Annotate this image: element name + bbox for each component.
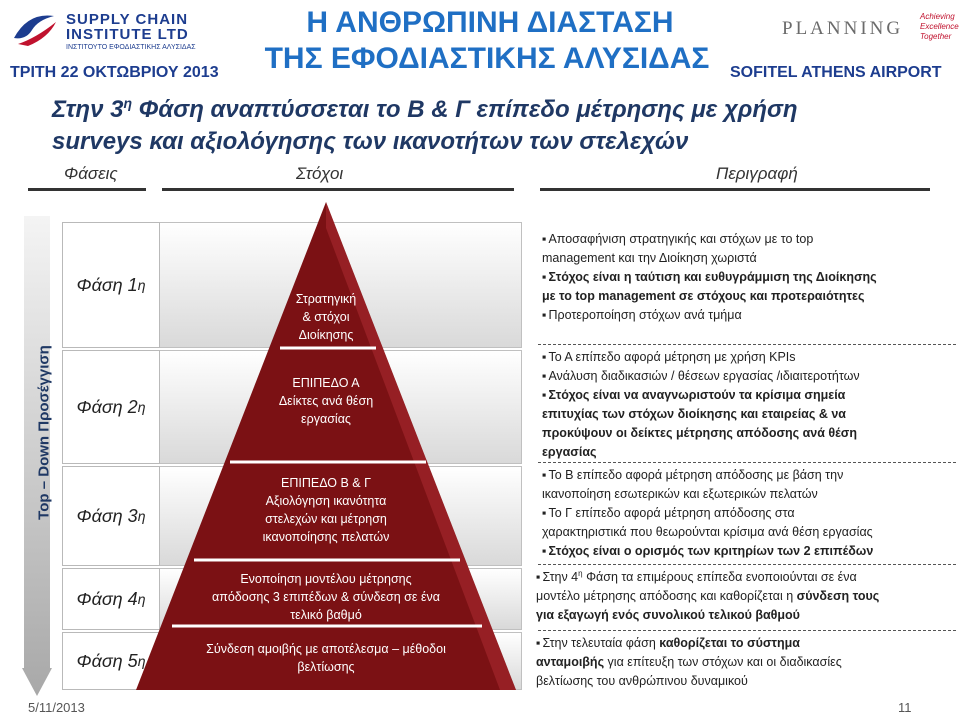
desc-4-line1 — [536, 568, 960, 587]
phase-5: Φάση 5 η — [62, 632, 160, 690]
event-date: ΤΡΙΤΗ 22 ΟΚΤΩΒΡΙΟΥ 2013 — [10, 64, 219, 81]
description-divider-4 — [538, 630, 956, 631]
description-phase-3 — [542, 466, 960, 561]
pyramid-l1-line2: & στόχοι — [302, 310, 350, 324]
desc-2-line5: προκύψουν οι δείκτες μέτρησης απόδοσης ανά θέση — [542, 426, 857, 440]
desc-1-line2: management και την Διοίκηση χωριστά — [542, 251, 757, 265]
column-header-phases: Φάσεις — [64, 164, 118, 183]
desc-5-line2 — [536, 653, 960, 672]
slide-title-line1 — [52, 94, 932, 126]
pyramid-l5-line1: Σύνδεση αμοιβής με αποτέλεσμα – μέθοδοι — [206, 642, 446, 656]
event-title-line2: ΤΗΣ ΕΦΟΔΙΑΣΤΙΚΗΣ ΑΛΥΣΙΔΑΣ — [264, 42, 710, 75]
header-banner — [0, 0, 960, 88]
phase-3-label: Φάση 3 — [76, 505, 138, 526]
pyramid-l4-line3: τελικό βαθμό — [290, 608, 362, 622]
phase-1: Φάση 1 η — [62, 222, 160, 348]
org-subtitle: ΙΝΣΤΙΤΟΥΤΟ ΕΦΟΔΙΑΣΤΙΚΗΣ ΑΛΥΣΙΔΑΣ — [66, 44, 196, 51]
top-down-approach-label: Top – Down Προσέγγιση — [35, 345, 53, 520]
desc-3-line2: ικανοποίηση εσωτερικών και εξωτερικών πελατών — [542, 487, 818, 501]
desc-4-part-a: Στην 4 — [542, 570, 579, 584]
description-phase-2 — [542, 348, 960, 462]
planning-logo — [782, 10, 957, 50]
planning-wordmark: PLANNING — [782, 18, 904, 39]
desc-4-line2 — [536, 587, 960, 606]
pyramid-l2-line2: Δείκτες ανά θέση — [278, 394, 374, 408]
pyramid-l1-line3: Διοίκησης — [298, 328, 354, 342]
supply-chain-institute-logo — [8, 8, 228, 60]
description-phase-5 — [536, 634, 960, 691]
pyramid-level-2 — [230, 374, 422, 428]
desc-3-line1: ▪ Το Β επίπεδο αφορά μέτρηση απόδοσης με βάση την — [542, 466, 960, 485]
planning-tag-3: Together — [920, 32, 952, 41]
phase-1-label: Φάση 1 — [76, 274, 138, 295]
description-phase-4 — [536, 568, 960, 625]
description-phase-1 — [542, 230, 960, 325]
slide-title-line2: surveys και αξιολόγησης των ικανοτήτων των στελεχών — [52, 128, 689, 155]
pyramid-level-4 — [176, 570, 476, 624]
desc-4-line3: για εξαγωγή ενός συνολικού τελικού βαθμού — [536, 608, 800, 622]
pyramid-level-1 — [250, 290, 402, 344]
phase-4: Φάση 4 η — [62, 568, 160, 630]
pyramid-level-5 — [160, 640, 492, 676]
description-divider-2 — [538, 462, 956, 463]
desc-5-line1-a: Στην τελευταία φάση — [542, 636, 660, 650]
column-header-goals: Στόχοι — [296, 164, 344, 183]
pyramid-l3-line3: στελεχών και μέτρηση — [265, 512, 387, 526]
pyramid-l5-line2: βελτίωσης — [297, 660, 355, 674]
column-header-description: Περιγραφή — [716, 164, 798, 183]
pyramid-l3-line1: ΕΠΙΠΕΔΟ Β & Γ — [281, 476, 371, 490]
event-venue: SOFITEL ATHENS AIRPORT — [730, 64, 942, 81]
desc-2-line1: ▪ Το Α επίπεδο αφορά μέτρηση με χρήση KPIs — [542, 348, 960, 367]
desc-2-line3: ▪ Στόχος είναι να αναγνωριστούν τα κρίσιμα σημεία — [542, 386, 960, 405]
phase-2-label: Φάση 2 — [76, 396, 138, 417]
desc-1-line4: με το top management σε στόχους και προτεραιότητες — [542, 289, 865, 303]
desc-3-line5: ▪ Στόχος είναι ο ορισμός των κριτηρίων των 2 επιπέδων — [542, 542, 960, 561]
description-divider-3 — [538, 564, 956, 565]
desc-1-line1: ▪ Αποσαφήνιση στρατηγικής και στόχων με το top — [542, 230, 960, 249]
planning-tagline — [920, 12, 959, 42]
column-rule-goals — [162, 188, 514, 191]
title-part-a: Στην 3 — [52, 96, 124, 123]
pyramid-l4-line1: Ενοποίηση μοντέλου μέτρησης — [240, 572, 412, 586]
phase-4-label: Φάση 4 — [76, 588, 138, 609]
desc-5-line2-a: ανταμοιβής — [536, 655, 605, 669]
pyramid-l4-line2: απόδοσης 3 επιπέδων & σύνδεση σε ένα — [211, 590, 440, 604]
desc-5-line1 — [536, 634, 960, 653]
title-superscript: η — [123, 95, 132, 111]
planning-tag-2: Excellence — [920, 22, 959, 31]
column-rule-description — [540, 188, 930, 191]
desc-4-sup: η — [578, 568, 583, 578]
pyramid-l3-line2: Αξιολόγηση ικανότητα — [265, 494, 387, 508]
desc-1-line3: ▪ Στόχος είναι η ταύτιση και ευθυγράμμιση της Διοίκησης — [542, 268, 960, 287]
desc-5-line3: βελτίωσης του ανθρώπινου δυναμικού — [536, 674, 748, 688]
slide-title — [52, 94, 932, 158]
org-name-line1: SUPPLY CHAIN — [66, 11, 189, 28]
desc-3-line4: χαρακτηριστικά που θεωρούνται κρίσιμα ανά θέση εργασίας — [542, 525, 873, 539]
title-part-b: Φάση αναπτύσσεται το Β & Γ επίπεδο μέτρησης με χρήση — [132, 96, 798, 123]
phase-5-label: Φάση 5 — [76, 650, 138, 671]
pyramid-level-3 — [204, 474, 448, 546]
goals-pyramid — [130, 198, 530, 690]
desc-1-line5: ▪ Προτεροποίηση στόχων ανά τμήμα — [542, 306, 960, 325]
phase-3: Φάση 3 η — [62, 466, 160, 566]
pyramid-l3-line4: ικανοποίησης πελατών — [262, 530, 390, 544]
sci-logo-icon — [8, 8, 60, 48]
desc-5-line1-b: καθορίζεται το σύστημα — [659, 636, 800, 650]
desc-5-line2-b: για επίτευξη των στόχων και οι διαδικασίες — [604, 655, 842, 669]
desc-4-line2-b: σύνδεση τους — [796, 589, 880, 603]
desc-2-line6: εργασίας — [542, 445, 597, 459]
phase-2: Φάση 2 η — [62, 350, 160, 464]
column-rule-phases — [28, 188, 146, 191]
desc-4-part-b: Φάση τα επιμέρους επίπεδα ενοποιούνται σε ένα — [582, 570, 857, 584]
pyramid-l2-line3: εργασίας — [301, 412, 351, 426]
slide-number: 11 — [898, 700, 912, 715]
pyramid-l2-line1: ΕΠΙΠΕΔΟ Α — [292, 376, 360, 390]
pyramid-l1-line1: Στρατηγική — [295, 292, 357, 306]
desc-2-line2: ▪ Ανάλυση διαδικασιών / θέσεων εργασίας /ιδιαιτεροτήτων — [542, 367, 960, 386]
desc-3-line3: ▪ Το Γ επίπεδο αφορά μέτρηση απόδοσης στα — [542, 504, 960, 523]
footer-date: 5/11/2013 — [28, 700, 85, 715]
desc-4-line2-a: μοντέλο μέτρησης απόδοσης και καθορίζεται η — [536, 589, 797, 603]
desc-2-line4: επιτυχίας των στόχων διοίκησης και εταιρείας & να — [542, 407, 846, 421]
description-divider-1 — [538, 344, 956, 345]
org-name-line2: INSTITUTE LTD — [66, 26, 189, 43]
planning-tag-1: Achieving — [920, 12, 955, 21]
event-title-line1: Η ΑΝΘΡΩΠΙΝΗ ΔΙΑΣΤΑΣΗ — [306, 6, 674, 39]
